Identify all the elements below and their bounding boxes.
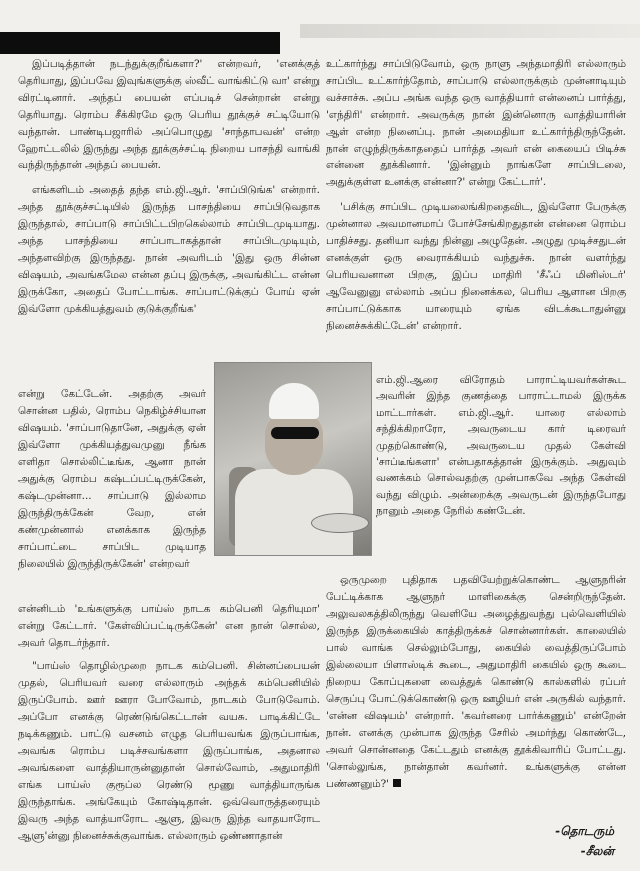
header-black-bar: [0, 32, 280, 54]
left-column: [18, 56, 320, 318]
left-paragraph-2: எங்களிடம் அதைத் தந்த எம்.ஜி.ஆர். 'சாப்பிடுங்க' என்றார். அந்த தூக்குச்சட்டியில் இருந்த பாசந்தியை சாப்பிடுவதாக இருந்தால், சாப்பாடு சாப்பிட்டபிறகெல்லாம் சாப்பிடமுடியாது. அந்த பாசந்தியை சாப்பாடாகத்தான் சாப்பிடமுடியும், அந்தளவிற்கு இருந்தது. நான் அவரிடம் 'இது ஒரு சின்ன விஷயம், அவங்கமேல என்ன தப்பு இருக்கு, அவங்கிட்ட என்ன இருக்கோ, அதைப் போட்டாங்க. சாப்பாட்டுக்குப் போய் ஏன் இவ்ளோ முக்கியத்துவம் குடுக்குறீங்க': [18, 184, 320, 315]
right-paragraph-1: உட்கார்ந்து சாப்பிடுவோம், ஒரு நாளு அந்தமாதிரி எல்லாரும் சாப்பிட உட்கார்ந்தோம், சாப்பாடு எல்லாருக்கும் முன்னாடியும் வச்சாச்சு. அப்ப அங்க வந்த ஒரு வாத்தியார் என்னைப் பார்த்து, 'எந்திரி' என்றார். அவருக்கு நான் இன்னொரு வாத்தியாரின் ஆள் என்ற நினைப்பு. நான் அமைதியா உட்கார்ந்திருந்தேன். நான் எழுந்திருக்காததைப் பார்த்த அவர் என் கையைப் பிடிச்சு என்னை தூக்கினார். 'இன்னும் நாங்களே சாப்பிடலை, அதுக்குள்ள உனக்கு என்னா?' என்று கேட்டார்'.: [326, 58, 626, 189]
author-credit: -சீலன்: [580, 844, 614, 858]
left-paragraph-1: இப்படித்தான் நடந்துக்குறீங்களா?' என்றவர், 'எனக்குத் தெரியாது, இப்பவே இவுங்களுக்கு ஸ்வீட் வாங்கிட்டு வா' என்று விரட்டினார். அந்தப் பையன் எப்படிச் சென்றான் என்று தெரியாது. ரொம்ப சீக்கிரமே ஒரு பெரிய தூக்குச் சட்டியோடு வந்தான். பாண்டிபஜாரில் அப்பொழுது 'சாந்தாபவன்' என்ற ஹோட்டலில் இருந்து அந்த தூக்குச்சட்டி நிறைய பாசந்தி வாங்கி வந்திருந்தான் அந்தப் பையன்.: [18, 58, 320, 172]
photo-figure-face: [265, 411, 323, 475]
left-paragraph-3: என்னிடம் 'உங்களுக்கு பாய்ஸ் நாடக கம்பெனி தெரியுமா' என்று கேட்டார். 'கேள்விப்பட்டிருக்கேன்' என நான் சொல்ல, அவர் தொடர்ந்தார்.: [18, 603, 320, 649]
mgr-eating-photo: [214, 362, 372, 556]
header-faded-strip: [300, 24, 640, 38]
photo-plate: [311, 513, 369, 533]
left-paragraph-4: "பாய்ஸ் தொழில்முறை நாடக கம்பெனி. சின்னப்பையன் முதல், பெரியவர் வரை எல்லாரும் அந்தக் கம்பெனியில் இருப்போம். ஊர் ஊரா போவோம், நாடகம் போடுவோம். அப்போ எனக்கு ரெண்டுங்கெட்டான் வயசு. பாடிக்கிட்டே நடிக்கணும். பாட்டு வசனம் எழுத பெரியவங்க இருப்பாங்க, அவங்க ரொம்ப படிச்சவங்களா இருப்பாங்க, அதனால அவங்களை வாத்தியாருன்னுதான் சொல்வோம், அதுமாதிரி எங்க பாய்ஸ் குரூப்ல ரெண்டு மூணு வாத்தியாருங்க இருந்தாங்க. அங்கேயும் கோஷ்டிதான். ஒவ்வொருத்தரையும் இவரு அந்த வாத்யாரோட ஆளு, இவரு இந்த வாதயாரோட ஆளு'ன்னு நினைச்சுக்குவாங்க. எல்லாரும் ஒண்ணாதான்: [18, 660, 320, 842]
right-wrap-text: எம்.ஜி.ஆரை விரோதம் பாராட்டியவர்கள்கூட அவரின் இந்த குணத்தை பாராட்டாமல் இருக்க மாட்டார்கள். எம்.ஜி.ஆர். யாரை எல்லாம் சந்திக்கிறாரோ, அவருடைய கார் டிரைவர் முதற்கொண்டு, அவருடைய முதல் கேள்வி 'சாப்டீங்களா' என்பதாகத்தான் இருக்கும். அதுவும் வணக்கம் சொல்வதற்கு முன்பாகவே அந்த கேள்வி வந்து விழும். அன்றைக்கு அவருடன் இருந்தபோது நானும் அதை நேரில் கண்டேன்.: [376, 374, 626, 518]
right-paragraph-3: ஒருமுறை புதிதாக பதவியேற்றுக்கொண்ட ஆளுநரின் பேட்டிக்காக ஆளுநர் மாளிகைக்கு சென்றிருந்தேன். அலுவலகத்திலிருந்து வெளியே அழைத்துவந்து புல்வெளியில் இருந்த இருக்கையில் காத்திருக்கச் சொன்னார்கள். காலையில் பால் வாங்க செல்லும்போது, கையில் வைத்திருப்போம் இல்லையா பிளாஸ்டிக் கூடை, அதுமாதிரி கையில் ஒரு கூடை நிறைய கோப்புகளை வைத்துக் கொண்டு கால்களில் ரப்பர் செருப்பு போட்டுக்கொண்டு ஒரு ஊழியர் என் அருகில் வந்தார். 'என்ன விஷயம்' என்றார். 'கவர்னரை பார்க்கணும்' என்றேன் நான். எனக்கு முன்பாக இருந்த சேரில் அமர்ந்து கொண்டே, அவர் சொன்னதை கேட்டதும் எனக்கு தூக்கிவாரிப் போட்டது. 'சொல்லுங்க, நான்தான் கவர்னர். உங்களுக்கு என்ன பண்ணனும்?': [326, 574, 626, 790]
continued-label: -தொடரும்: [555, 824, 614, 838]
photo-fur-cap: [269, 383, 319, 419]
left-column-lower: [18, 601, 320, 851]
right-paragraph-2: 'பசிக்கு சாப்பிட முடியலைங்கிறதைவிட, இவ்ளோ பேருக்கு முன்னால அவமானமாப் போச்சேங்கிறதுதான் என்னை ரொம்ப பாதிச்சது. தனியா வந்து நின்னு அழுதேன். அழுது முடிச்சதுடன் எனக்குள் ஒரு வைராக்கியம் வந்துச்சு. நான் வளர்ந்து பெரியவனான பிறகு, இப்ப மாதிரி 'சீஃப் மினிஸ்டர்' ஆவேனுனு எல்லாம் அப்ப நினைக்கல, பெரிய ஆளான பிறகு சாப்பாட்டுக்காக யாரையும் ஏங்க விடக்கூடாதுன்னு நினைச்சுக்கிட்டேன்' என்றார்.: [326, 201, 626, 332]
end-of-article-mark: [393, 779, 401, 787]
right-column: [326, 56, 626, 343]
photo-dark-glasses: [271, 427, 319, 439]
left-wrap-text: என்று கேட்டேன். அதற்கு அவர் சொன்ன பதில், ரொம்ப நெகிழ்ச்சியான விஷயம். 'சாப்பாடுதானே, அதுக்கு ஏன் இவ்ளோ முக்கியத்துவமுனு நீங்க எளிதா சொல்லிட்டீங்க, ஆனா நான் அதுக்கு ரொம்ப கஷ்டப்பட்டிருக்கேன், கஷ்டமுன்னா... சாப்பாடு இல்லாம இருந்திருக்கேன் வேற, என் கண்முன்னால் எனக்காக இருந்த சாப்பாட்டை சாப்பிட முடியாத நிலையில் இருந்திருக்கேன்' என்றவர்: [18, 388, 206, 570]
right-column-lower: [326, 572, 626, 793]
